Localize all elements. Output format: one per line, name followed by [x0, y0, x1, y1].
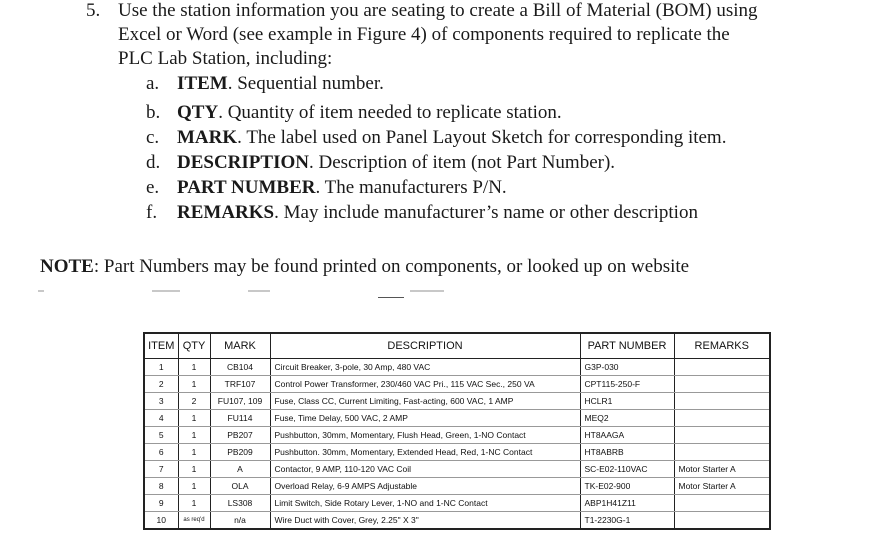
- cell-mark: FU107, 109: [210, 393, 270, 410]
- sub-item-text: . Sequential number.: [227, 73, 384, 94]
- cell-description: Circuit Breaker, 3-pole, 30 Amp, 480 VAC: [270, 359, 580, 376]
- col-header-mark: MARK: [210, 333, 270, 359]
- cell-qty: 1: [178, 478, 210, 495]
- cell-part-number: G3P-030: [580, 359, 674, 376]
- cell-description: Fuse, Time Delay, 500 VAC, 2 AMP: [270, 410, 580, 427]
- cell-description: Fuse, Class CC, Current Limiting, Fast-acting, 600 VAC, 1 AMP: [270, 393, 580, 410]
- scan-artifact: [378, 297, 404, 298]
- cell-part-number: CPT115-250-F: [580, 376, 674, 393]
- scan-artifact: [248, 290, 270, 292]
- cell-part-number: SC-E02-110VAC: [580, 461, 674, 478]
- question-line-2: Excel or Word (see example in Figure 4) of components required to replicate the: [118, 24, 730, 45]
- col-header-description: DESCRIPTION: [270, 333, 580, 359]
- cell-part-number: T1-2230G-1: [580, 512, 674, 530]
- cell-item: 3: [144, 393, 178, 410]
- cell-description: Pushbutton. 30mm, Momentary, Extended Head, Red, 1-NC Contact: [270, 444, 580, 461]
- table-row: [144, 427, 770, 444]
- table-row: [144, 495, 770, 512]
- cell-description: Wire Duct with Cover, Grey, 2.25" X 3": [270, 512, 580, 530]
- sub-item-term: MARK: [177, 127, 238, 148]
- cell-qty: 1: [178, 444, 210, 461]
- cell-remarks: [674, 427, 770, 444]
- cell-item: 9: [144, 495, 178, 512]
- cell-mark: OLA: [210, 478, 270, 495]
- cell-qty: 1: [178, 410, 210, 427]
- cell-remarks: Motor Starter A: [674, 478, 770, 495]
- sub-item-term: ITEM: [177, 73, 228, 94]
- cell-item: 1: [144, 359, 178, 376]
- cell-remarks: [674, 376, 770, 393]
- cell-item: 7: [144, 461, 178, 478]
- sub-item-b: [146, 102, 562, 124]
- table-row: [144, 376, 770, 393]
- note-text: : Part Numbers may be found printed on components, or looked up on website: [93, 256, 690, 277]
- cell-mark: PB207: [210, 427, 270, 444]
- col-header-qty: QTY: [178, 333, 210, 359]
- col-header-item: ITEM: [144, 333, 178, 359]
- sub-item-text: . Quantity of item needed to replicate station.: [218, 102, 562, 123]
- scan-artifact: [38, 290, 44, 292]
- cell-qty: 1: [178, 461, 210, 478]
- note-label: NOTE: [40, 256, 94, 277]
- cell-item: 4: [144, 410, 178, 427]
- question-line-1: Use the station information you are seating to create a Bill of Material (BOM) using: [118, 0, 758, 21]
- cell-description: Overload Relay, 6-9 AMPS Adjustable: [270, 478, 580, 495]
- cell-mark: CB104: [210, 359, 270, 376]
- cell-qty: 1: [178, 359, 210, 376]
- cell-mark: FU114: [210, 410, 270, 427]
- cell-mark: A: [210, 461, 270, 478]
- sub-item-text: . The manufacturers P/N.: [315, 177, 507, 198]
- cell-item: 8: [144, 478, 178, 495]
- cell-part-number: HCLR1: [580, 393, 674, 410]
- table-row: [144, 359, 770, 376]
- cell-description: Control Power Transformer, 230/460 VAC Pri., 115 VAC Sec., 250 VA: [270, 376, 580, 393]
- sub-item-letter: c.: [146, 127, 160, 148]
- table-row: [144, 512, 770, 530]
- cell-remarks: [674, 393, 770, 410]
- cell-part-number: ABP1H41Z11: [580, 495, 674, 512]
- cell-qty: as req'd: [178, 512, 210, 530]
- col-header-part-number: PART NUMBER: [580, 333, 674, 359]
- cell-remarks: Motor Starter A: [674, 461, 770, 478]
- cell-description: Limit Switch, Side Rotary Lever, 1-NO and 1-NC Contact: [270, 495, 580, 512]
- cell-qty: 1: [178, 376, 210, 393]
- sub-item-c: [146, 127, 726, 149]
- bom-table: [143, 332, 771, 530]
- cell-part-number: HT8ABRB: [580, 444, 674, 461]
- cell-remarks: [674, 495, 770, 512]
- cell-description: Pushbutton, 30mm, Momentary, Flush Head, Green, 1-NO Contact: [270, 427, 580, 444]
- cell-remarks: [674, 444, 770, 461]
- sub-item-letter: e.: [146, 177, 160, 198]
- sub-item-f: [146, 202, 698, 224]
- table-row: [144, 410, 770, 427]
- sub-item-letter: f.: [146, 202, 158, 223]
- table-row: [144, 444, 770, 461]
- sub-item-text: . The label used on Panel Layout Sketch for corresponding item.: [237, 127, 727, 148]
- cell-mark: n/a: [210, 512, 270, 530]
- sub-item-letter: d.: [146, 152, 161, 173]
- question-line-3: PLC Lab Station, including:: [118, 48, 333, 69]
- sub-item-term: DESCRIPTION: [177, 152, 309, 173]
- sub-item-term: QTY: [177, 102, 219, 123]
- cell-mark: TRF107: [210, 376, 270, 393]
- sub-item-letter: b.: [146, 102, 161, 123]
- cell-item: 5: [144, 427, 178, 444]
- sub-item-term: REMARKS: [177, 202, 275, 223]
- sub-item-e: [146, 177, 507, 199]
- cell-qty: 1: [178, 495, 210, 512]
- sub-item-letter: a.: [146, 73, 160, 94]
- cell-mark: LS308: [210, 495, 270, 512]
- sub-item-d: [146, 152, 615, 174]
- cell-remarks: [674, 512, 770, 530]
- col-header-remarks: REMARKS: [674, 333, 770, 359]
- cell-remarks: [674, 359, 770, 376]
- sub-item-term: PART NUMBER: [177, 177, 316, 198]
- sub-item-text: . May include manufacturer’s name or other description: [274, 202, 698, 223]
- cell-item: 10: [144, 512, 178, 530]
- bom-header-row: [144, 333, 770, 359]
- sub-item-a: [146, 73, 384, 95]
- cell-mark: PB209: [210, 444, 270, 461]
- table-row: [144, 478, 770, 495]
- cell-item: 6: [144, 444, 178, 461]
- cell-description: Contactor, 9 AMP, 110-120 VAC Coil: [270, 461, 580, 478]
- cell-part-number: MEQ2: [580, 410, 674, 427]
- cell-qty: 2: [178, 393, 210, 410]
- question-number: 5.: [86, 0, 101, 21]
- scan-artifact: [152, 290, 180, 292]
- table-row: [144, 461, 770, 478]
- sub-item-text: . Description of item (not Part Number).: [308, 152, 616, 173]
- cell-part-number: HT8AAGA: [580, 427, 674, 444]
- cell-remarks: [674, 410, 770, 427]
- cell-qty: 1: [178, 427, 210, 444]
- scan-artifact: [410, 290, 444, 292]
- table-row: [144, 393, 770, 410]
- cell-part-number: TK-E02-900: [580, 478, 674, 495]
- note: [40, 256, 689, 278]
- cell-item: 2: [144, 376, 178, 393]
